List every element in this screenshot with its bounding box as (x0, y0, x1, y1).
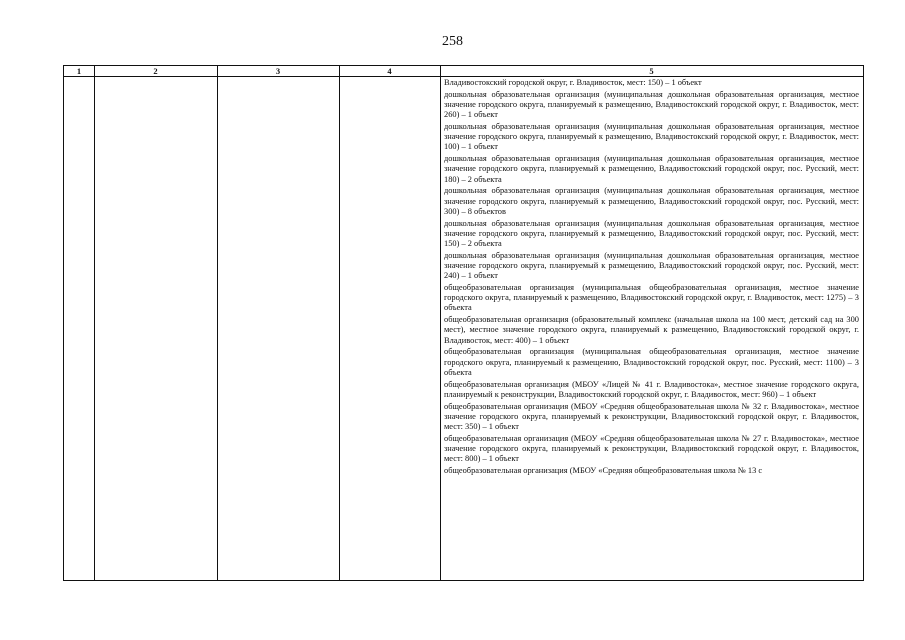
column-divider (339, 66, 340, 580)
table-entry: общеобразовательная организация (образовательный комплекс (начальная школа на 100 мест, детский сад на 300 мест), местное значение городского округа, планируемый к размещению, Владивостокский городской округ, г. Владивосток, мест: 400) – 1 объект (444, 315, 859, 345)
table-entry: Владивостокский городской округ, г. Владивосток, мест: 150) – 1 объект (444, 78, 702, 87)
document-table (63, 65, 864, 581)
table-entry: дошкольная образовательная организация (муниципальная дошкольная образовательная организация, местное значение городского округа, планируемый к размещению, Владивостокский городской округ, г. Владивосток, мест: 100) – 1 объект (444, 122, 859, 152)
table-entry: дошкольная образовательная организация (муниципальная дошкольная образовательная организация, местное значение городского округа, планируемый к размещению, Владивостокский городской округ, пос. Русский, мест: 300) – 8 объектов (444, 186, 859, 216)
table-entry: общеобразовательная организация (МБОУ «Лицей № 41 г. Владивостока», местное значение городского округа, планируемый к реконструкции, Владивостокский городской округ, г. Владивосток, мест: 960) – 1 объект (444, 379, 859, 399)
header-col-4: 4 (387, 66, 392, 76)
header-col-2: 2 (153, 66, 158, 76)
table-entry: дошкольная образовательная организация (муниципальная дошкольная образовательная организация, местное значение городского округа, планируемый к размещению, Владивостокский городской округ, пос. Русский, мест: 180) – 2 объекта (444, 154, 859, 184)
table-entry: общеобразовательная организация (муниципальная общеобразовательная организация, местное значение городского округа, планируемый к размещению, Владивостокский городской округ, пос. Русский, мест: 1100) – 3 объекта (444, 347, 859, 377)
header-col-3: 3 (275, 66, 281, 76)
table-entry: дошкольная образовательная организация (муниципальная дошкольная образовательная организация, местное значение городского округа, планируемый к размещению, Владивостокский городской округ, г. Владивосток, мест: 260) – 1 объект (444, 89, 859, 120)
page-number: 258 (442, 34, 463, 49)
column-divider (217, 66, 218, 580)
header-col-5: 5 (649, 66, 654, 76)
table-entry: дошкольная образовательная организация (муниципальная дошкольная образовательная организация, местное значение городского округа, планируемый к размещению, Владивостокский городской округ, пос. Русский, мест: 150) – 2 объекта (444, 218, 859, 249)
header-col-1: 1 (76, 66, 82, 76)
table-entry: общеобразовательная организация (МБОУ «Средняя общеобразовательная школа № 13 с (444, 466, 763, 476)
column-divider (94, 66, 95, 580)
table-entry: дошкольная образовательная организация (муниципальная дошкольная образовательная организация, местное значение городского округа, планируемый к размещению, Владивостокский городской округ, пос. Русский, мест: 240) – 1 объект (444, 250, 859, 281)
table-entry: общеобразовательная организация (муниципальная общеобразовательная организация, местное значение городского округа, планируемый к размещению, Владивостокский городской округ, г. Владивосток, мест: 1275) – 3 объекта (444, 283, 859, 313)
table-header-row (64, 66, 863, 77)
table-entry: общеобразовательная организация (МБОУ «Средняя общеобразовательная школа № 32 г. Владивостока», местное значение городского округа, планируемый к реконструкции, Владивостокский городской округ, г. Владивосток, мест: 350) – 1 объект (444, 401, 859, 432)
table-entry: общеобразовательная организация (МБОУ «Средняя общеобразовательная школа № 27 г. Владивостока», местное значение городского округа, планируемый к реконструкции, Владивостокский городской округ, г. Владивосток, мест: 800) – 1 объект (444, 433, 859, 464)
column-5-content (440, 77, 863, 580)
